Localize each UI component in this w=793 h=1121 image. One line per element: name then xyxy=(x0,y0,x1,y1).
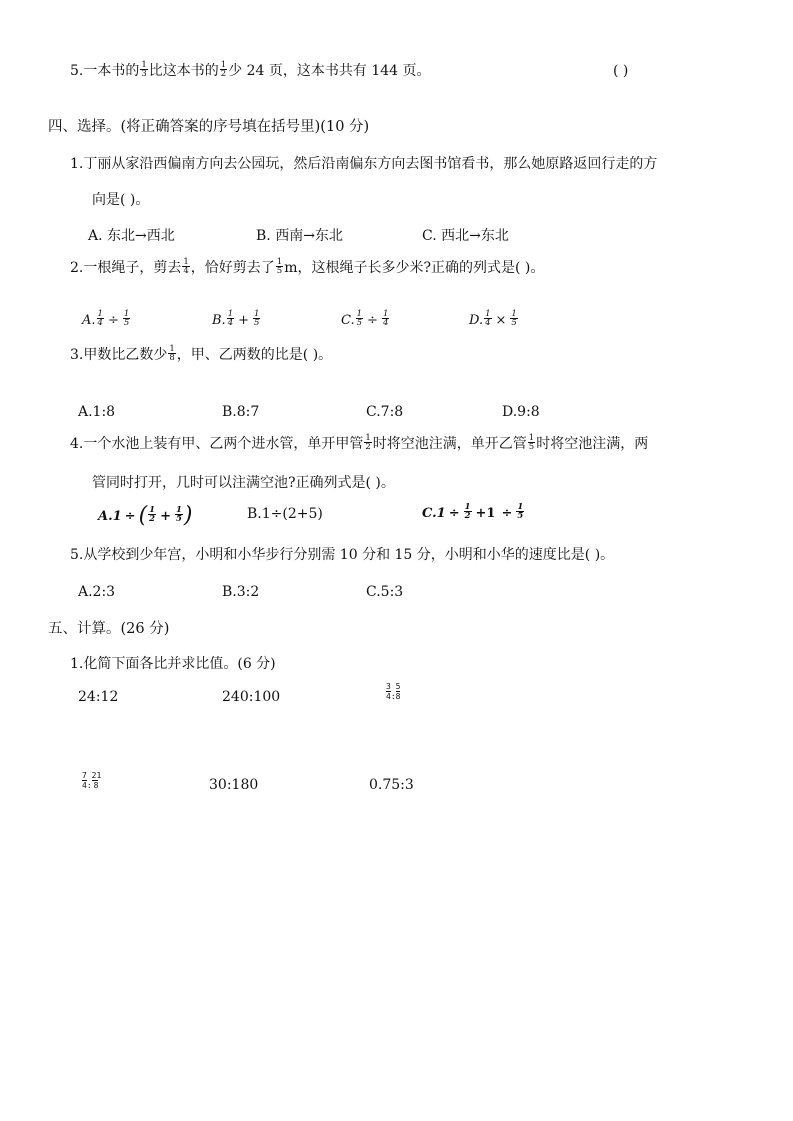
fraction: $\frac{1}{5}$ xyxy=(176,505,182,524)
option-c: C.7:8 xyxy=(366,404,404,420)
option-a: A.2:3 xyxy=(78,584,116,600)
fraction: $\frac{1}{4}$ xyxy=(183,256,189,276)
question-3-statement: 3.甲数比乙数少 $\frac{1}{8}$ ，甲、乙两数的比是( )。 xyxy=(70,343,333,363)
question-1-line1: 1.丁丽从家沿西偏南方向去公园玩，然后沿南偏东方向去图书馆看书，那么她原路返回行走的方 xyxy=(70,156,658,172)
fraction: $\frac{1}{4}$ xyxy=(227,309,234,328)
ratio-item-fraction: 7 21 4 : 8 xyxy=(82,771,102,790)
fraction: $\frac{1}{5}$ xyxy=(123,309,130,328)
option-c: C. 西北→东北 xyxy=(422,228,509,244)
option-c-expression: C. $\frac{1}{5}$ ÷ $\frac{1}{4}$ xyxy=(341,309,389,328)
fraction: $\frac{1}{2}$ xyxy=(149,505,156,524)
fraction: $\frac{1}{2}$ xyxy=(365,432,371,452)
fraction: $\frac{1}{5}$ xyxy=(254,309,260,328)
question-2-statement: 2.一根绳子，剪去 $\frac{1}{4}$ ，恰好剪去了 $\frac{1}{5}$ m，这根绳子长多少米?正确的列式是( )。 xyxy=(70,256,545,276)
fraction: $\frac{1}{2}$ xyxy=(220,59,227,79)
fraction: $\frac{1}{4}$ xyxy=(97,309,103,328)
ratio-item: 24:12 xyxy=(78,689,119,705)
option-a: A.1:8 xyxy=(78,404,116,420)
question-5-statement: 5.从学校到少年宫，小明和小华步行分别需 10 分和 15 分，小明和小华的速度比是( )。 xyxy=(70,547,615,563)
ratio-item-fraction: 3 5 4 : 8 xyxy=(386,682,401,701)
fraction: $\frac{1}{5}$ xyxy=(356,309,363,328)
question-1-line2: 向是( )。 xyxy=(92,192,150,208)
option-b: B.3:2 xyxy=(222,584,260,600)
ratio-item: 0.75:3 xyxy=(369,777,414,793)
option-b-expression: B.1÷(2+5) xyxy=(247,506,323,522)
question-4-line1: 4.一个水池上装有甲、乙两个进水管，单开甲管 $\frac{1}{2}$ 时将空池注满，单开乙管 $\frac{1}{5}$ 时将空池注满，两 xyxy=(70,432,649,452)
fraction: $\frac{1}{8}$ xyxy=(169,343,175,363)
answer-blank: ( ) xyxy=(613,63,629,79)
option-b: B.8:7 xyxy=(222,404,260,420)
question-5-statement: 5.一本书的 $\frac{1}{3}$ 比这本书的 $\frac{1}{2}$ 少 24 页，这本书共有 144 页。 xyxy=(70,59,431,79)
section-4-title: 四、选择。(将正确答案的序号填在括号里)(10 分) xyxy=(48,119,370,135)
option-a: A. 东北→西北 xyxy=(88,228,175,244)
sub-question-1: 1.化简下面各比并求比值。(6 分) xyxy=(70,656,276,672)
fraction: $\frac{1}{5}$ xyxy=(528,432,535,452)
option-a-expression: A. $\frac{1}{4}$ ÷ $\frac{1}{5}$ xyxy=(82,309,130,328)
option-b: B. 西南→东北 xyxy=(256,228,343,244)
section-5-title: 五、计算。(26 分) xyxy=(48,621,170,637)
fraction: $\frac{1}{5}$ xyxy=(276,256,283,276)
fraction: $\frac{1}{2}$ xyxy=(464,502,471,521)
option-d: D.9:8 xyxy=(502,404,540,420)
option-c: C.5:3 xyxy=(366,584,404,600)
fraction: $\frac{1}{3}$ xyxy=(141,59,147,79)
option-b-expression: B. $\frac{1}{4}$ + $\frac{1}{5}$ xyxy=(212,309,260,328)
fraction: $\frac{1}{5}$ xyxy=(511,309,517,328)
fraction: $\frac{1}{4}$ xyxy=(485,309,491,328)
fraction: $\frac{1}{5}$ xyxy=(517,502,524,521)
option-d-expression: D. $\frac{1}{4}$ × $\frac{1}{5}$ xyxy=(469,309,517,328)
option-c-expression: C.1 ÷ $\frac{1}{2}$ +1 ÷ $\frac{1}{5}$ xyxy=(422,502,524,521)
ratio-item: 30:180 xyxy=(209,777,259,793)
option-a-expression: A.1 ÷ ( $\frac{1}{2}$ + $\frac{1}{5}$ ) xyxy=(98,503,193,528)
fraction: $\frac{1}{4}$ xyxy=(382,309,389,328)
question-4-line2: 管同时打开，几时可以注满空池?正确列式是( )。 xyxy=(92,475,395,491)
ratio-item: 240:100 xyxy=(222,689,281,705)
